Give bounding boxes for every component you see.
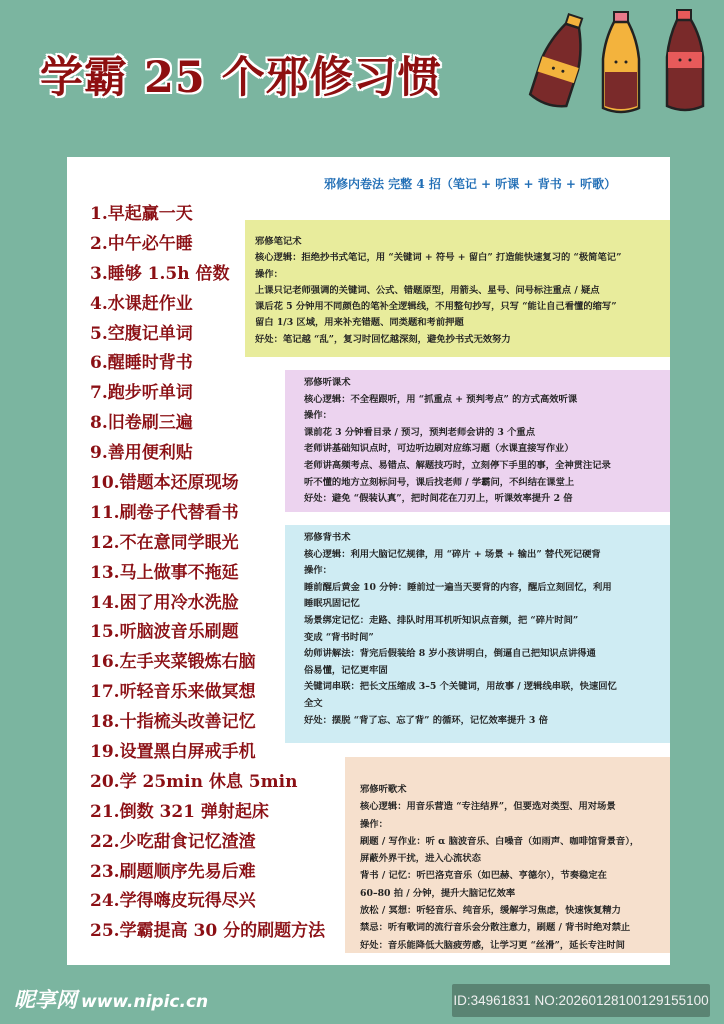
memorize-technique-box [285,525,670,743]
section-line: 核心逻辑：拒绝抄书式笔记，用 “关键词 + 符号 + 留白” 打造能快速复习的 “极简笔记” [255,252,622,264]
section-subtitle: 邪修内卷法 完整 4 招（笔记 + 听课 + 背书 + 听歌） [324,177,617,191]
section-line: 场景绑定记忆：走路、排队时用耳机听知识点音频，把 “碎片时间” [304,614,579,626]
watermark-url: www.nipic.cn [81,992,209,1012]
soda-bottles-illustration [525,4,715,116]
section-line: 好处：避免 “假装认真”，把时间花在刀刃上，听课效率提升 2 倍 [304,493,573,505]
section-line: 放松 / 冥想：听轻音乐、纯音乐，缓解学习焦虑，快速恢复精力 [360,905,621,917]
habit-item: 5.空腹记单词 [90,323,193,344]
bottle-icon [529,11,594,110]
section-line: 老师讲高频考点、易错点、解题技巧时，立刻停下手里的事，全神贯注记录 [304,459,611,471]
section-line: 刷题 / 写作业：听 α 脑波音乐、白噪音（如雨声、咖啡馆背景音）， [360,835,640,847]
habit-item: 19.设置黑白屏戒手机 [90,742,256,763]
habit-item: 3.睡够 1.5h 倍数 [90,263,230,284]
habit-item: 22.少吃甜食记忆渣渣 [90,831,256,852]
habit-item: 23.刷题顺序先易后难 [90,861,256,882]
page-title: 学霸 25 个邪修习惯 [40,53,442,103]
section-line: 好处：摆脱 “背了忘、忘了背” 的循环，记忆效率提升 3 倍 [304,714,548,726]
habit-item: 24.学得嗨皮玩得尽兴 [90,891,256,912]
section-line: 留白 1/3 区域，用来补充错题、同类题和考前押题 [255,317,464,329]
section-line: 睡前醒后黄金 10 分钟：睡前过一遍当天要背的内容，醒后立刻回忆，利用 [304,581,612,593]
habit-item: 15.听脑波音乐刷题 [90,622,239,643]
section-line: 核心逻辑：不全程跟听，用 “抓重点 + 预判考点” 的方式高效听课 [304,393,578,405]
section-line: 课前花 3 分钟看目录 / 预习，预判老师会讲的 3 个重点 [304,426,535,438]
section-line: 好处：音乐能降低大脑疲劳感，让学习更 “丝滑”，延长专注时间 [360,939,625,951]
habit-item: 6.醒睡时背书 [90,353,193,374]
bottle-icon [603,12,639,112]
habit-item: 9.善用便利贴 [90,443,193,464]
habit-item: 10.错题本还原现场 [90,473,239,494]
section-line: 好处：笔记越 “乱”，复习时回忆越深刻，避免抄书式无效努力 [255,333,511,345]
section-line: 操作： [255,268,283,280]
section-line: 核心逻辑：用音乐营造 “专注结界”，但要选对类型、用对场景 [360,801,616,813]
section-line: 幼师讲解法：背完后假装给 8 岁小孩讲明白，倒逼自己把知识点讲得通 [304,648,596,660]
habit-item: 7.跑步听单词 [90,383,193,404]
section-heading: 邪修听课术 [304,377,351,388]
section-line: 课后花 5 分钟用不同颜色的笔补全逻辑线，不用整句抄写，只写 “能让自己看懂的缩写” [255,301,617,313]
habit-item: 4.水课赶作业 [90,293,193,314]
section-heading: 邪修听歌术 [360,784,407,795]
habit-item: 20.学 25min 休息 5min [90,771,298,792]
section-line: 全文 [304,697,323,709]
section-line: 屏蔽外界干扰，进入心流状态 [360,853,481,865]
bottle-icon [667,10,703,110]
section-line: 禁忌：听有歌词的流行音乐会分散注意力，刷题 / 背书时绝对禁止 [360,922,631,934]
habit-item: 25.学霸提高 30 分的刷题方法 [90,921,326,942]
image-id-badge: ID:34961831 NO:20260128100129155100 [452,984,710,1017]
music-technique-box [345,757,670,953]
habit-item: 18.十指梳头改善记忆 [90,712,256,733]
habit-item: 12.不在意同学眼光 [90,532,239,553]
listening-technique-box [285,370,670,512]
habit-item: 14.困了用冷水洗脸 [90,592,239,613]
section-line: 背书 / 记忆：听巴洛克音乐（如巴赫、亨德尔），节奏稳定在 [360,870,607,882]
section-heading: 邪修笔记术 [255,236,302,247]
section-line: 操作： [304,565,332,577]
watermark-logo [14,984,208,1014]
habit-item: 21.倒数 321 弹射起床 [90,801,269,822]
habit-item: 17.听轻音乐来做冥想 [90,682,256,703]
section-line: 核心逻辑：利用大脑记忆规律，用 “碎片 + 场景 + 输出” 替代死记硬背 [304,548,601,560]
notes-technique-box [245,220,670,357]
section-line: 俗易懂，记忆更牢固 [304,664,388,676]
section-line: 操作： [304,410,332,422]
habit-item: 11.刷卷子代替看书 [90,502,239,523]
section-heading: 邪修背书术 [304,532,351,543]
section-line: 老师讲基础知识点时，可边听边刷对应练习题（水课直接写作业） [304,443,574,455]
habit-item: 8.旧卷刷三遍 [90,413,193,434]
habit-item: 13.马上做事不拖延 [90,562,239,583]
section-line: 上课只记老师强调的关键词、公式、错题原型，用箭头、星号、问号标注重点 / 疑点 [255,284,600,296]
section-line: 变成 “背书时间” [304,631,374,643]
watermark-logo-text: 昵享网 [14,988,77,1012]
habit-item: 16.左手夹菜锻炼右脑 [90,652,256,673]
section-line: 睡眠巩固记忆 [304,598,360,610]
section-line: 操作： [360,818,388,830]
habit-item: 1.早起赢一天 [90,204,193,224]
section-line: 听不懂的地方立刻标问号，课后找老师 / 学霸问，不纠结在课堂上 [304,476,575,488]
section-line: 60–80 拍 / 分钟，提升大脑记忆效率 [360,887,516,899]
section-line: 关键词串联：把长文压缩成 3–5 个关键词，用故事 / 逻辑线串联，快速回忆 [304,681,617,693]
habit-item: 2.中午必午睡 [90,233,193,254]
